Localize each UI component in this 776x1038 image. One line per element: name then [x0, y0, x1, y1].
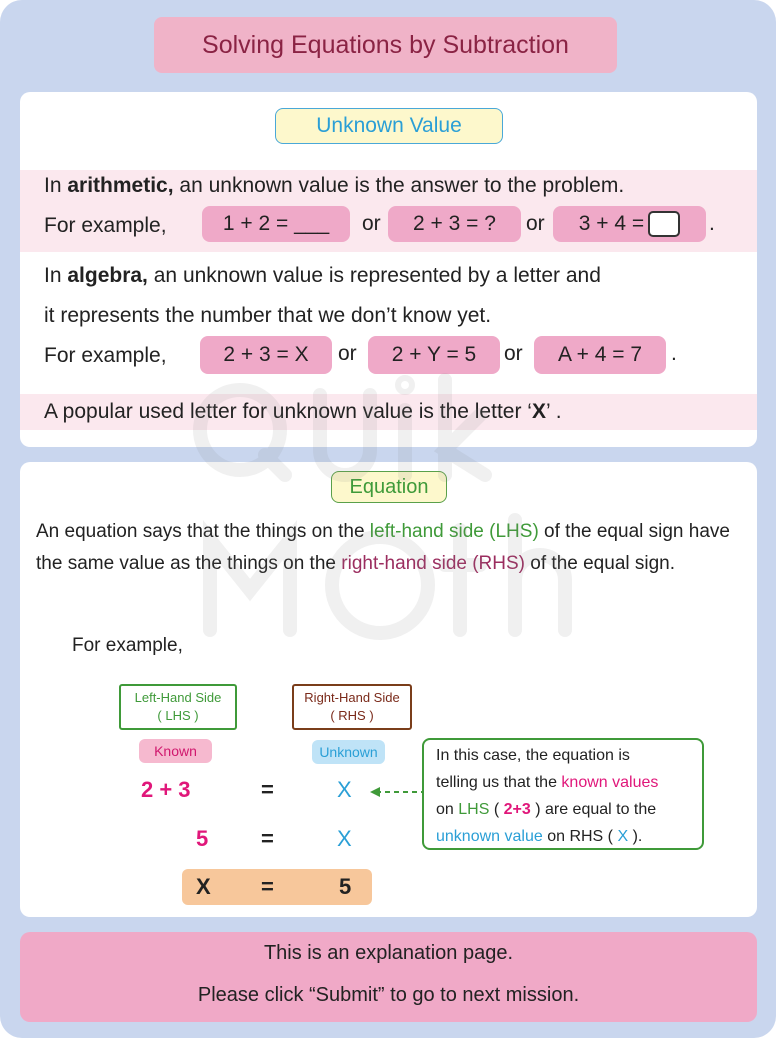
or-word: or — [504, 342, 523, 365]
or-word: or — [526, 212, 545, 235]
example-box: A + 4 = 7 — [534, 336, 666, 374]
equation-heading: Equation — [331, 471, 447, 503]
watermark-logo — [180, 370, 620, 670]
row2-right: X — [337, 826, 352, 851]
algebra-line-2: it represents the number that we don’t know yet. — [44, 304, 492, 327]
for-example-label: For example, — [44, 214, 167, 237]
row1-right: X — [337, 777, 352, 802]
example-box: 2 + 3 = ? — [388, 206, 521, 242]
or-word: or — [362, 212, 381, 235]
page-title: Solving Equations by Subtraction — [154, 17, 617, 73]
row3-equals: = — [261, 874, 274, 899]
equation-definition: An equation says that the things on the left-hand side (LHS) of the equal sign have the same value as the things on the right-hand side (RHS) of the equal sign. — [36, 521, 730, 574]
example-box: 3 + 4 = — [553, 206, 706, 242]
unknown-value-heading: Unknown Value — [275, 108, 503, 144]
footer-line-1: This is an explanation page. — [263, 942, 514, 964]
explanation-note: In this case, the equation is telling us that the known values on LHS ( 2+3 ) are equal to the unknown value on RHS ( X ). — [422, 738, 704, 850]
example-box: 2 + Y = 5 — [368, 336, 500, 374]
for-example-label: For example, — [72, 635, 183, 656]
unknown-tag: Unknown — [312, 740, 385, 764]
for-example-label: For example, — [44, 344, 167, 367]
row3-left: X — [196, 874, 211, 899]
rhs-label: Right-Hand Side ( RHS ) — [292, 684, 412, 730]
row2-equals: = — [261, 826, 274, 851]
example-box: 1 + 2 = ___ — [202, 206, 350, 242]
letter-x: X — [531, 400, 546, 423]
dashed-arrow-icon — [368, 782, 424, 802]
row2-left: 5 — [196, 826, 209, 851]
algebra-term: algebra, — [67, 264, 148, 287]
row1-left: 2 + 3 — [141, 777, 191, 802]
known-tag: Known — [139, 739, 212, 763]
lhs-label: Left-Hand Side ( LHS ) — [119, 684, 237, 730]
row3-right: 5 — [339, 874, 352, 899]
rhs-term: right-hand side (RHS) — [341, 553, 526, 574]
arithmetic-line: In arithmetic, an unknown value is the answer to the problem. — [44, 174, 625, 197]
empty-answer-box — [648, 211, 680, 237]
footer-notice — [20, 932, 757, 1022]
row1-equals: = — [261, 777, 274, 802]
or-word: or — [338, 342, 357, 365]
period: . — [671, 342, 677, 365]
example-box: 2 + 3 = X — [200, 336, 332, 374]
arithmetic-term: arithmetic, — [67, 174, 174, 197]
footer-line-2: Please click “Submit” to go to next mission. — [197, 984, 580, 1006]
popular-letter-line: A popular used letter for unknown value is the letter ‘X’ . — [44, 400, 562, 423]
algebra-line: In algebra, an unknown value is represented by a letter and — [44, 264, 601, 287]
period: . — [709, 212, 715, 235]
lhs-term: left-hand side (LHS) — [369, 521, 539, 542]
